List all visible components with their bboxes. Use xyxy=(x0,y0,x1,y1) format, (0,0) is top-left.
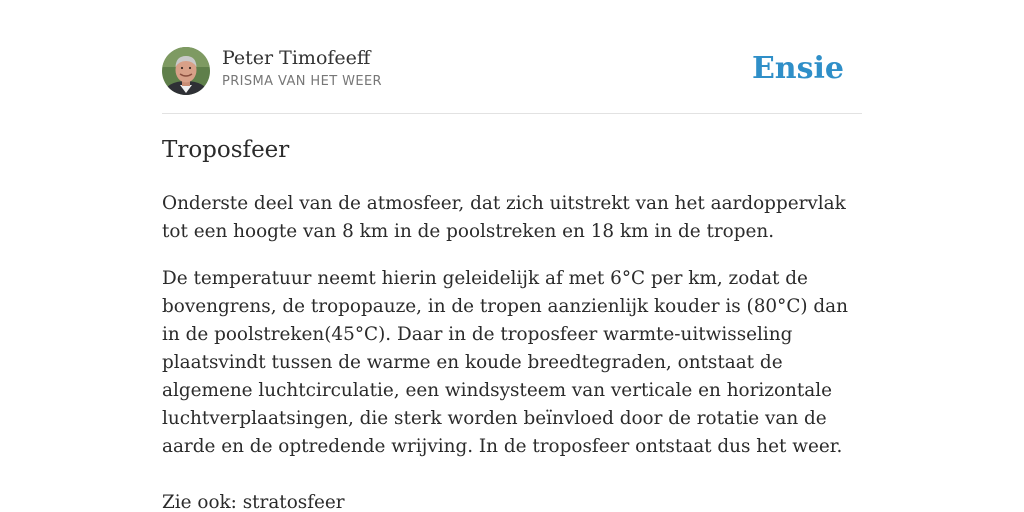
entry-body xyxy=(162,190,867,512)
author-subtitle[interactable]: PRISMA VAN HET WEER xyxy=(222,74,382,89)
entry-paragraph: Onderste deel van de atmosfeer, dat zich uitstrekt van het aardoppervlak tot een hoogte van 8 km in de poolstreken en 18 km in de tropen. xyxy=(162,193,846,242)
see-also-link[interactable]: Zie ook: stratosfeer xyxy=(162,492,345,512)
header-divider xyxy=(162,113,862,114)
entry-title: Troposfeer xyxy=(162,137,290,163)
author-portrait-icon xyxy=(162,47,210,95)
author-name[interactable]: Peter Timofeeff xyxy=(222,47,371,69)
ensie-logo[interactable]: Ensie xyxy=(751,51,844,86)
author-avatar[interactable] xyxy=(162,47,210,95)
entry-paragraph: De temperatuur neemt hierin geleidelijk af met 6°C per km, zodat de bovengrens, de tropopauze, in de tropen aanzienlijk kouder is (80°C) dan in de poolstreken(45°C). Daar in de troposfeer warmte-uitwisseling plaatsvindt tussen de warme en koude breedtegraden, ontstaat de algemene luchtcirculatie, een windsysteem van verticale en horizontale luchtverplaatsingen, die sterk worden beïnvloed door de rotatie van de aarde en de optredende wrijving. In de troposfeer ontstaat dus het weer. xyxy=(162,268,848,457)
author-header xyxy=(162,46,862,96)
